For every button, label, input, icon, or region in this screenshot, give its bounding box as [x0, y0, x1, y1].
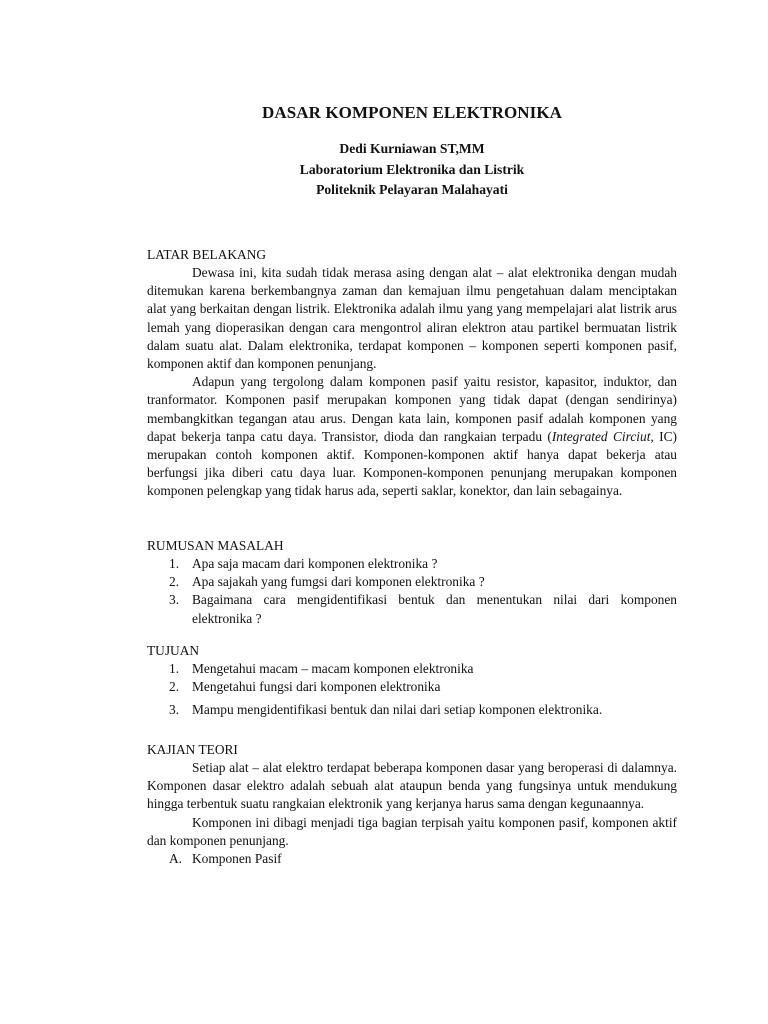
- list-item-text: Mengetahui macam – macam komponen elektronika: [192, 661, 474, 676]
- paragraph: Dewasa ini, kita sudah tidak merasa asing dengan alat – alat elektronika dengan mudah ditemukan karena berkembangnya zaman dan kemajuan ilmu pengetahuan dalam menciptakan alat yang berkaitan dengan listrik. Elektronika adalah ilmu yang yang mempelajari alat listrik arus lemah yang dioperasikan dengan cara mengontrol aliran elektron atau partikel bermuatan listrik dalam suatu alat. Dalam elektronika, terdapat komponen – komponen seperti komponen pasif, komponen aktif dan komponen penunjang.: [147, 265, 677, 372]
- list-item: [147, 850, 677, 868]
- list-number: 1.: [169, 661, 180, 676]
- list-item-text: Mengetahui fungsi dari komponen elektronika: [192, 679, 441, 695]
- list-item: [147, 591, 677, 627]
- section-heading: TUJUAN: [147, 643, 200, 658]
- list-number: 3.: [169, 702, 180, 718]
- list-item-text: Bagaimana cara mengidentifikasi bentuk dan menentukan nilai dari komponen elektronika ?: [192, 592, 677, 626]
- numbered-list: [147, 660, 677, 720]
- paragraph: [147, 373, 677, 500]
- list-letter: A.: [169, 851, 183, 867]
- paragraph: Komponen ini dibagi menjadi tiga bagian terpisah yaitu komponen pasif, komponen aktif dan komponen penunjang.: [147, 814, 677, 848]
- italic-term: Integrated Circiut,: [551, 428, 654, 444]
- section-rumusan-masalah: [147, 537, 677, 628]
- lettered-list: [147, 850, 677, 868]
- author-name: Dedi Kurniawan ST,MM: [339, 141, 485, 156]
- list-item: [147, 678, 677, 696]
- section-heading: RUMUSAN MASALAH: [147, 538, 284, 553]
- section-latar-belakang: [147, 246, 677, 501]
- author-lab: Laboratorium Elektronika dan Listrik: [299, 162, 525, 177]
- list-item-text: Mampu mengidentifikasi bentuk dan nilai dari setiap komponen elektronika.: [192, 702, 603, 718]
- author-institution: Politeknik Pelayaran Malahayati: [316, 182, 508, 197]
- list-item-text: Apa saja macam dari komponen elektronika ?: [192, 556, 438, 571]
- list-item: [147, 701, 677, 719]
- section-tujuan: [147, 642, 677, 720]
- document-title: DASAR KOMPONEN ELEKTRONIKA: [261, 103, 563, 122]
- list-number: 2.: [169, 574, 180, 590]
- list-number: 1.: [169, 556, 180, 571]
- list-item-text: Komponen Pasif: [192, 851, 282, 867]
- numbered-list: [147, 555, 677, 628]
- paragraph-text: IC) merupakan contoh komponen aktif. Komponen-komponen aktif hanya dapat bekerja atau berfungsi jika diberi catu daya luar. Komponen-komponen penunjang merupakan komponen komponen pelengkap yang tidak harus ada, seperti saklar, konektor, dan lain sebagainya.: [147, 428, 677, 499]
- section-heading: LATAR BELAKANG: [147, 247, 267, 262]
- list-item: [147, 660, 677, 678]
- list-item: [147, 555, 677, 573]
- paragraph: Setiap alat – alat elektro terdapat beberapa komponen dasar yang beroperasi di dalamnya. Komponen dasar elektro adalah sebuah alat ataupun benda yang fungsinya untuk mendukung hingga terbentuk suatu rangkaian elektronik yang kerjanya harus sama dengan kegunaannya.: [147, 760, 677, 812]
- list-number: 3.: [169, 592, 180, 608]
- section-kajian-teori: [147, 741, 677, 868]
- list-item: [147, 573, 677, 591]
- section-heading: KAJIAN TEORI: [147, 742, 238, 757]
- list-item-text: Apa sajakah yang fumgsi dari komponen elektronika ?: [192, 574, 485, 590]
- paragraph-text: Adapun yang tergolong dalam komponen pasif yaitu resistor, kapasitor, induktor, dan tranformator. Komponen pasif merupakan komponen yang tidak dapat (dengan sendirinya) membangkitkan tegangan atau arus. Dengan kata lain, komponen pasif adalah komponen yang dapat bekerja tanpa catu daya. Transistor, dioda dan rangkaian terpadu (: [147, 374, 677, 444]
- list-number: 2.: [169, 679, 180, 695]
